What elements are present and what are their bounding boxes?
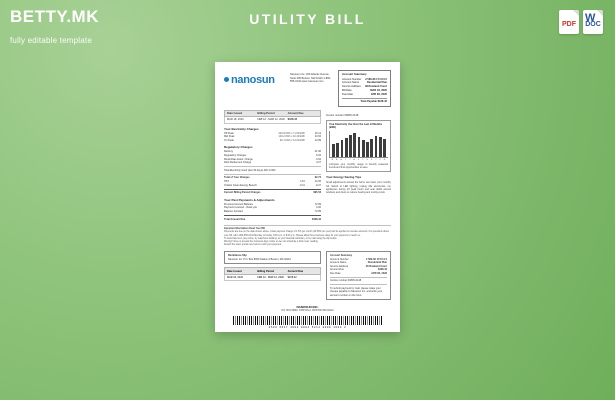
charge-detail: 223.8 kWh x 7.21¢/kWh (278, 131, 305, 135)
usage-bar (366, 142, 369, 157)
usage-chart (326, 120, 391, 173)
pdf-file-icon[interactable] (559, 10, 579, 34)
brand-tagline: fully editable template (10, 35, 92, 45)
slip-col-amount: Amount Due (287, 269, 304, 273)
charge-amount: 16.14 (314, 131, 321, 135)
slip-meta-label: Account Number (330, 257, 349, 261)
notes-title: Important Information About Your Bill (224, 228, 265, 231)
return-address-title: Remittance Slip (228, 254, 247, 258)
axis-tick: N (366, 158, 368, 161)
axis-tick: M (383, 158, 386, 161)
word-glyph: W (585, 12, 596, 24)
meta-value: APR 08, 2020 (370, 92, 387, 96)
col-billing-period: Billing Period (257, 112, 275, 116)
totals-desc: HST (224, 180, 229, 184)
axis-tick: J (345, 158, 346, 161)
divider (330, 284, 387, 285)
charge-detail (271, 161, 305, 165)
charge-desc: Rural Rate Assist. Charge (224, 157, 253, 161)
charge-amount: 0.62 (316, 157, 321, 161)
usage-bar (336, 143, 339, 158)
meta-value: 48 Rowland Court (364, 85, 387, 89)
meta-label: Due Date (342, 92, 353, 96)
energy-tips-title: Your Energy Saving Tips (326, 175, 362, 180)
usage-bar (349, 135, 352, 158)
utility-bill-document[interactable] (215, 62, 400, 332)
charge-line (224, 139, 321, 143)
barcode-number: 2583 6617 4890 0084 5214 8000 1684 2 (268, 326, 347, 330)
total-kwh-line (224, 169, 321, 173)
axis-tick: S (357, 158, 360, 161)
past-payment-desc: Balance Forward (224, 209, 243, 213)
company-logo (224, 74, 286, 86)
past-payment-amount: 72.89 (314, 202, 321, 206)
divider (224, 174, 321, 175)
return-address-body: Nanosun Inc. P.O. Box 8830 Station A Boston, MA 02110 (228, 257, 291, 261)
word-file-icon[interactable] (583, 10, 603, 34)
meta-label: Account Name (342, 81, 360, 85)
charge-desc: On Peak (224, 138, 234, 142)
cell-billing-period: FEB 12 - MAR 12, 2020 (257, 118, 285, 122)
axis-tick: F (379, 158, 381, 161)
slip-meta-value: 2 583-66 174 8 9 0 (366, 257, 387, 261)
usage-bar (332, 144, 335, 157)
meta-label: Bill Date (342, 88, 352, 92)
col-date-issued: Date Issued (227, 112, 243, 116)
usage-chart-note: Compare your monthly usage to identify seasonal trends and find opportunities to save. (329, 162, 388, 170)
meta-label: Service Address (342, 85, 361, 89)
charge-line (224, 161, 321, 165)
doc-label: DOC (585, 21, 601, 28)
totals-desc: Total of Your Charges (224, 176, 250, 180)
totals-detail: -10% (299, 183, 305, 187)
charge-amount: 6.02 (316, 154, 321, 158)
axis-tick: A (336, 158, 338, 161)
charge-desc: Delivery (224, 150, 234, 154)
regulatory-section-title: Regulatory Charges (224, 145, 253, 150)
divider (224, 215, 321, 216)
col-amount-due: Amount Due (287, 112, 304, 116)
axis-tick: J (375, 158, 377, 161)
document-header (224, 70, 391, 107)
file-format-badges (559, 10, 603, 34)
slip-meta-value: 48 Rowland Court (365, 264, 387, 268)
past-payments-title: Your Past Payments & Adjustments (224, 197, 275, 202)
meta-value: Residential Plan (366, 81, 387, 85)
past-payment-line (224, 210, 321, 214)
charge-desc: Off Peak (224, 131, 234, 135)
cell-date-issued: MAR 18, 2020 (227, 118, 244, 122)
return-address-box (224, 251, 321, 264)
barcode (233, 316, 383, 325)
amount-due-label: Total Amount Due (224, 217, 246, 221)
slip-meta-label: Amount Due (330, 268, 344, 272)
payee-block (224, 305, 391, 313)
total-kwh-label: Total Electricity Used (last 30 days) 420.1 kWh (224, 168, 276, 172)
axis-tick: A (353, 158, 355, 161)
charge-detail: 92.1 kWh x 14.0¢/kWh (279, 138, 305, 142)
charge-detail: 104.2 kWh x 10.4¢/kWh (278, 135, 305, 139)
slip-account-box (326, 251, 391, 300)
past-payment-desc: Payment received - thank you (224, 206, 258, 210)
axis-tick: M (340, 158, 342, 161)
notes-footer: Detach the lower portion and return it with your payment. (224, 244, 282, 247)
slip-meta-label: Service Address (330, 264, 349, 268)
totals-line (224, 184, 321, 188)
account-summary-box (338, 70, 391, 107)
document-content (224, 70, 391, 330)
slip-table-header (224, 267, 321, 274)
meta-value: MAR 18, 2020 (370, 88, 387, 92)
charge-amount: 4.27 (316, 161, 321, 165)
slip-cell-date: MAR 18, 2020 (227, 275, 243, 279)
divider (330, 277, 387, 278)
logo-dot-icon (224, 77, 229, 82)
slip-left-column (224, 251, 321, 300)
slip-meta-value: Residential Plan (367, 261, 387, 265)
current-period-value: $95.53 (313, 191, 321, 195)
account-summary-title: Account Summary (342, 72, 367, 76)
slip-meta-label: Due Date (330, 271, 341, 275)
totals-desc: Ontario Clean Energy Benefit (224, 183, 257, 187)
charges-section-title: Your Electricity Charges (224, 126, 259, 131)
divider (224, 166, 321, 167)
axis-tick: J (349, 158, 351, 161)
charge-amount: 41.96 (314, 150, 321, 154)
notes-body: Payments are due on the date shown above. A late payment charge of 1.5% per month (19.56% per year) will be applied to overdue amounts. For questions about your bill, call 1-800-555-0134 Monday to Friday, 8:00 a.m. to 8:00 p.m. Please allow three business days for your payment to reach us. (224, 231, 389, 237)
usage-bar (379, 137, 382, 157)
page-corner-icon (597, 10, 603, 16)
current-period-label: Current Billing Period Charges (224, 191, 261, 195)
payee-address: P.O. BOX 8830, STATION A, BOSTON MA 02110 (281, 309, 334, 313)
past-payment-amount: 72.89 (314, 209, 321, 213)
slip-invoice-number: Invoice number 00845-2148 (330, 279, 362, 283)
current-period-total (224, 191, 321, 195)
meta-row (342, 93, 387, 97)
usage-axis-labels (329, 159, 388, 161)
usage-bar (353, 133, 356, 157)
page-corner-icon (573, 10, 579, 16)
company-address: Nanosun Inc. 200 Atlantic Avenue, Suite 400 Boston, MA 02110 1-800-555-0134 www.nanosun.com (290, 73, 331, 84)
total-payable (342, 98, 387, 104)
past-payment-amount: 0.00 (316, 206, 321, 210)
meta-label: Account Number (342, 77, 362, 81)
divider (224, 189, 321, 190)
past-payment-desc: Previous Account Balance (224, 202, 254, 206)
usage-bar (345, 138, 348, 158)
slip-col-date: Date Issued (227, 269, 242, 273)
amount-due-value: $168.42 (311, 217, 321, 221)
charge-desc: Debt Retirement Charge (224, 161, 252, 165)
logo-text: nanosun (231, 74, 275, 86)
usage-bar (362, 140, 365, 157)
notes-bullet: Moving? Give us at least five business days notice so we can schedule a final meter reading. (224, 240, 319, 243)
remittance-slip (224, 251, 391, 300)
axis-tick: M (331, 158, 334, 161)
slip-account-title: Account Summary (330, 254, 353, 258)
cell-amount-due: $168.42 (287, 118, 298, 122)
usage-bar (341, 140, 344, 157)
totals-amount: 12.06 (314, 180, 321, 184)
slip-cell-period: FEB 12 - MAR 12, 2020 (257, 275, 284, 279)
charge-desc: Regulatory Charges (224, 154, 247, 158)
slip-table-row (224, 275, 321, 281)
total-payable-label: Total Payable (360, 100, 377, 104)
total-payable-value: $168.42 (377, 100, 387, 104)
totals-amount: 92.74 (314, 176, 321, 180)
usage-bar (358, 137, 361, 158)
usage-bars (329, 131, 388, 158)
usage-chart-title: Your Electricity Use Over the Last 13 Months (kWh) (329, 122, 383, 130)
axis-tick: D (370, 158, 373, 161)
charges-column (224, 110, 321, 221)
charge-desc: Mid Peak (224, 135, 235, 139)
charge-amount: 10.84 (314, 135, 321, 139)
slip-meta-value: $168.42 (377, 268, 387, 272)
slip-meta-label: Account Name (330, 261, 347, 265)
amount-due-total (224, 218, 321, 222)
usage-bar (383, 139, 386, 157)
slip-footer-note: To submit payment by mail, please make your cheque payable to Nanosun Inc. and write your account number on the front. (330, 286, 383, 297)
totals-detail: 13% (299, 180, 305, 184)
usage-column (326, 110, 391, 221)
payee-name: NANOSUN INC. (296, 305, 319, 310)
brand-name: BETTY.MK (10, 7, 99, 26)
page-title: UTILITY BILL (249, 11, 366, 27)
notes-bullet: To avoid late fees, pay online, by telephone banking, at your financial institution, or by mail using the slip below. (224, 237, 337, 240)
axis-tick: O (362, 158, 364, 161)
billing-table-row (224, 117, 321, 123)
logo-column (224, 70, 286, 107)
usage-bar (370, 139, 373, 157)
energy-tips-body: Small adjustments around the home can lower your monthly bill. Switch to LED lighting, unplug idle electronics, run appliances during off peak hours and seal drafts around windows and doors to reduce heating and cooling costs. (326, 181, 391, 195)
pdf-label: PDF (562, 21, 576, 28)
slip-meta-value: APR 08, 2020 (371, 271, 387, 275)
important-notes (224, 225, 391, 247)
slip-meta-row (330, 272, 387, 276)
totals-amount: -9.27 (315, 183, 321, 187)
bill-body (224, 110, 391, 221)
billing-table-header (224, 110, 321, 117)
slip-col-period: Billing Period (257, 269, 275, 273)
slip-cell-amount: $168.42 (287, 275, 297, 279)
charge-amount: 12.89 (314, 138, 321, 142)
invoice-number: Invoice number 00845-2148 (326, 113, 359, 117)
meta-value: 2 583-66 174 8 9 0 (365, 77, 387, 81)
usage-bar (375, 136, 378, 158)
